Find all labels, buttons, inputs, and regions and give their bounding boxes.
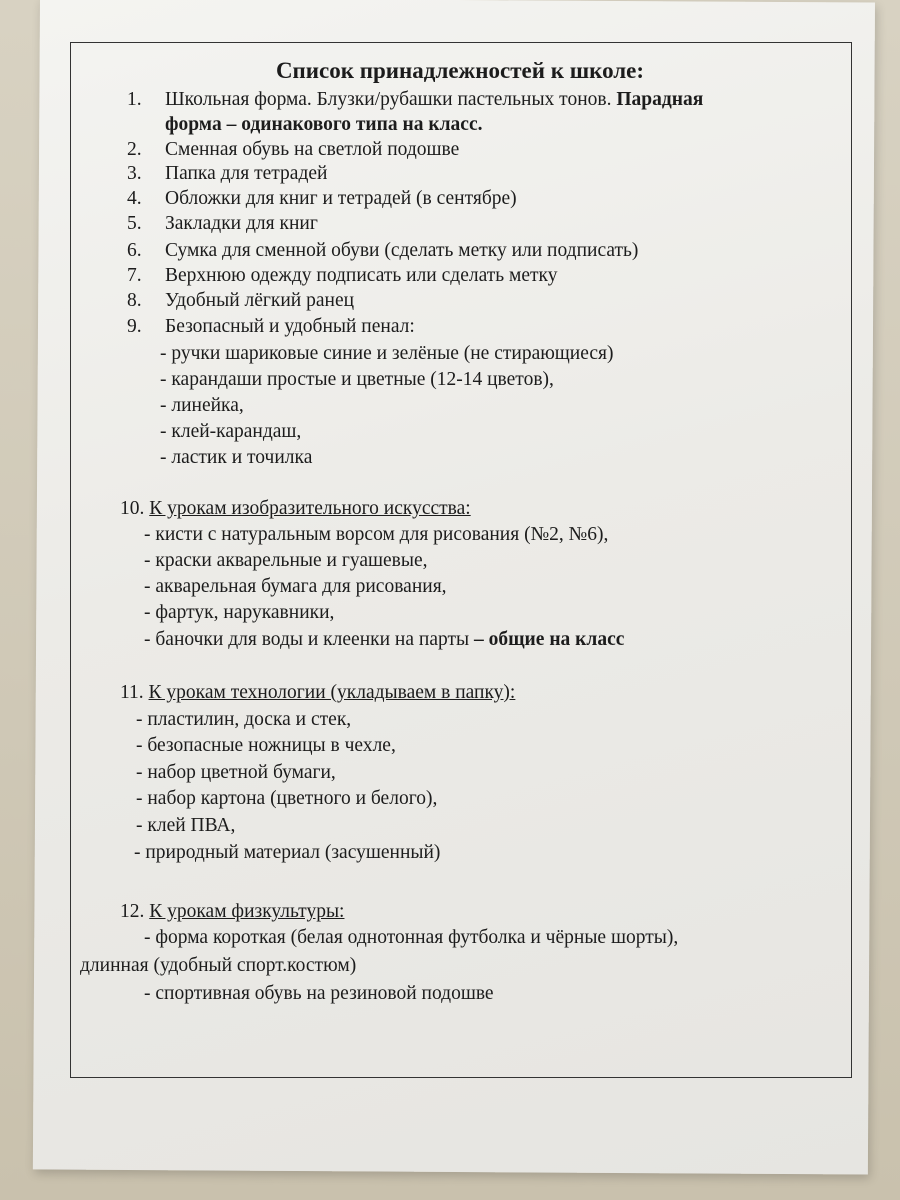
sub-item: - безопасные ножницы в чехле, <box>136 735 396 756</box>
list-item: 2. Сменная обувь на светлой подошве <box>127 139 460 160</box>
list-item: 3. Папка для тетрадей <box>127 163 328 184</box>
sub-item: - форма короткая (белая однотонная футболка и чёрные шорты), <box>144 927 679 948</box>
sub-item: - фартук, нарукавники, <box>144 602 335 623</box>
sub-item: - карандаши простые и цветные (12-14 цветов), <box>160 369 554 390</box>
section-heading: 12. К урокам физкультуры: <box>120 901 345 922</box>
sub-item: - пластилин, доска и стек, <box>136 709 352 730</box>
sub-item: - набор картона (цветного и белого), <box>136 788 438 809</box>
list-item: 7. Верхнюю одежду подписать или сделать метку <box>127 265 558 286</box>
sub-item: - кисти с натуральным ворсом для рисования (№2, №6), <box>144 524 609 545</box>
list-item: 1. Школьная форма. Блузки/рубашки пастельных тонов. Парадная <box>127 89 704 110</box>
list-item: 4. Обложки для книг и тетрадей (в сентябре) <box>127 188 517 209</box>
list-item: 8. Удобный лёгкий ранец <box>127 290 355 311</box>
sub-item: - ручки шариковые синие и зелёные (не стирающиеся) <box>160 343 614 364</box>
sub-item: - краски акварельные и гуашевые, <box>144 550 428 571</box>
list-item-continuation: форма – одинакового типа на класс. <box>165 114 483 135</box>
section-heading: 10. К урокам изобразительного искусства: <box>120 498 471 519</box>
sub-item: - набор цветной бумаги, <box>136 762 336 783</box>
sub-item-continuation: длинная (удобный спорт.костюм) <box>80 955 357 976</box>
sub-item: - природный материал (засушенный) <box>134 842 441 863</box>
section-heading: 11. К урокам технологии (укладываем в папку): <box>120 682 516 703</box>
sub-item: - спортивная обувь на резиновой подошве <box>144 983 494 1004</box>
sub-item: - баночки для воды и клеенки на парты – общие на класс <box>144 629 625 650</box>
list-item: 9. Безопасный и удобный пенал: <box>127 316 415 337</box>
sub-item: - клей ПВА, <box>136 815 236 836</box>
list-item: 5. Закладки для книг <box>127 213 318 234</box>
page-title: Список принадлежностей к школе: <box>275 58 645 83</box>
sub-item: - клей-карандаш, <box>160 421 302 442</box>
sub-item: - ластик и точилка <box>160 447 313 468</box>
sub-item: - линейка, <box>160 395 244 416</box>
sub-item: - акварельная бумага для рисования, <box>144 576 447 597</box>
list-item: 6. Сумка для сменной обуви (сделать метку или подписать) <box>127 240 639 261</box>
